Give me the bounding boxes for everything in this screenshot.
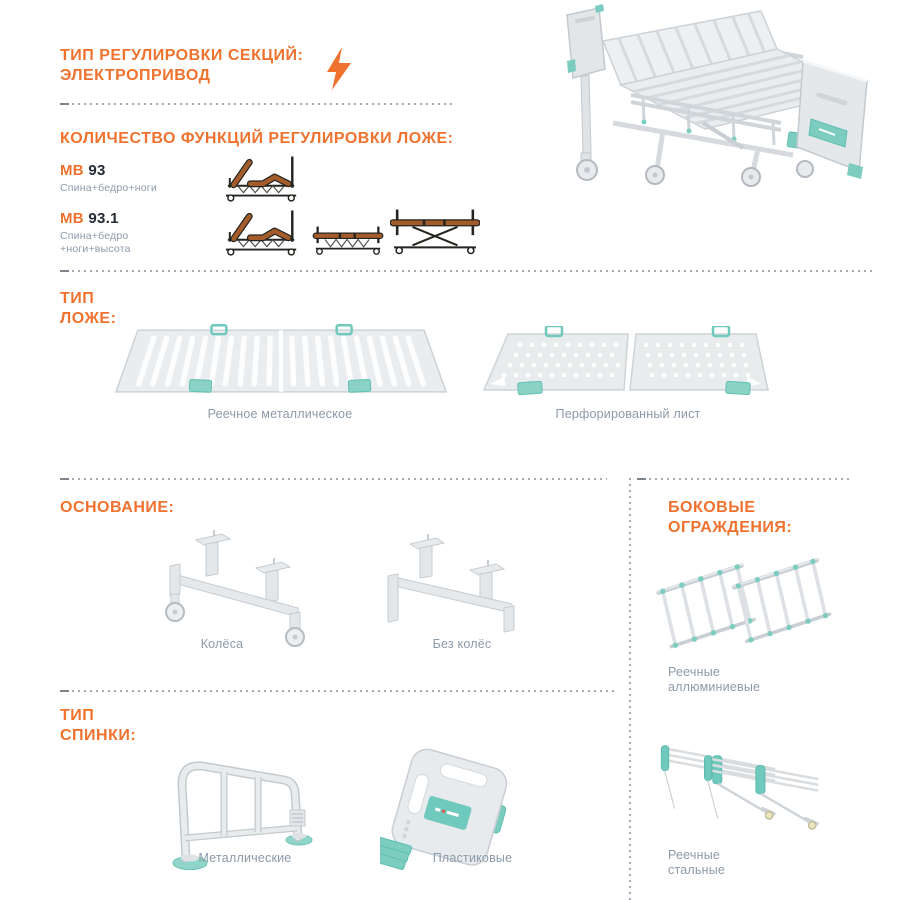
regulation-title-line2: ЭЛЕКТРОПРИВОД (60, 67, 211, 84)
bed-articulated-icon (222, 206, 304, 256)
model-desc-line2: +ноги+высота (60, 243, 131, 255)
caption-slatted-platform: Реечное металлическое (207, 407, 353, 421)
base-with-wheels (160, 524, 310, 649)
caption-aluminum-rails (668, 665, 828, 695)
separator-backrest (60, 690, 618, 692)
section-title-base: ОСНОВАНИЕ: (60, 499, 175, 516)
platform-title-line2: ЛОЖЕ: (60, 310, 117, 327)
separator-base-left (60, 478, 607, 480)
slatted-metal-platform (110, 324, 458, 404)
steel-rails-label-line2: стальные (668, 863, 726, 877)
side-rails-title-line1: БОКОВЫЕ (668, 499, 756, 516)
model-name-mb931 (60, 210, 119, 227)
steel-slatted-rails (658, 723, 828, 843)
section-title-functions: КОЛИЧЕСТВО ФУНКЦИЙ РЕГУЛИРОВКИ ЛОЖЕ: (60, 130, 454, 147)
lightning-icon (323, 47, 353, 90)
caption-steel-rails (668, 848, 828, 878)
model-name-mb93 (60, 162, 106, 179)
model-brand: МВ (60, 210, 84, 227)
caption-metal-backrest: Металлические (198, 851, 292, 865)
bed-flat-low-icon (308, 210, 388, 256)
regulation-title-line1: ТИП РЕГУЛИРОВКИ СЕКЦИЙ: (60, 47, 304, 64)
bed-articulated-icon (222, 152, 304, 202)
model-brand: МВ (60, 162, 84, 179)
platform-title-line1: ТИП (60, 290, 95, 307)
section-title-side-rails (668, 498, 868, 538)
model-number: 93.1 (88, 210, 119, 227)
bed-flat-high-icon (390, 204, 480, 256)
section-title-regulation (60, 46, 340, 86)
aluminum-rails-label-line2: аллюминиевые (668, 680, 761, 694)
backrest-title-line2: СПИНКИ: (60, 727, 137, 744)
model-desc-line1: Спина+бедро (60, 230, 129, 242)
base-without-wheels (380, 532, 530, 637)
hospital-bed-image (553, 3, 900, 188)
separator-vertical (629, 478, 631, 900)
model-desc-mb93: Спина+бедро+ноги (60, 182, 157, 194)
caption-wheels: Колёса (200, 637, 244, 651)
steel-rails-label-line1: Реечные (668, 848, 721, 862)
aluminum-slatted-rails (655, 553, 835, 661)
separator-platform (60, 270, 875, 272)
model-desc-mb931 (60, 230, 131, 256)
backrest-title-line1: ТИП (60, 707, 95, 724)
separator-top (60, 103, 455, 105)
side-rails-title-line2: ОГРАЖДЕНИЯ: (668, 519, 793, 536)
aluminum-rails-label-line1: Реечные (668, 665, 721, 679)
model-number: 93 (88, 162, 106, 179)
separator-base-right (637, 478, 850, 480)
caption-perforated-sheet: Перфорированный лист (555, 407, 701, 421)
caption-plastic-backrest: Пластиковые (432, 851, 513, 865)
perforated-sheet-platform (478, 326, 793, 408)
section-title-platform (60, 289, 180, 329)
caption-no-wheels: Без колёс (432, 637, 492, 651)
